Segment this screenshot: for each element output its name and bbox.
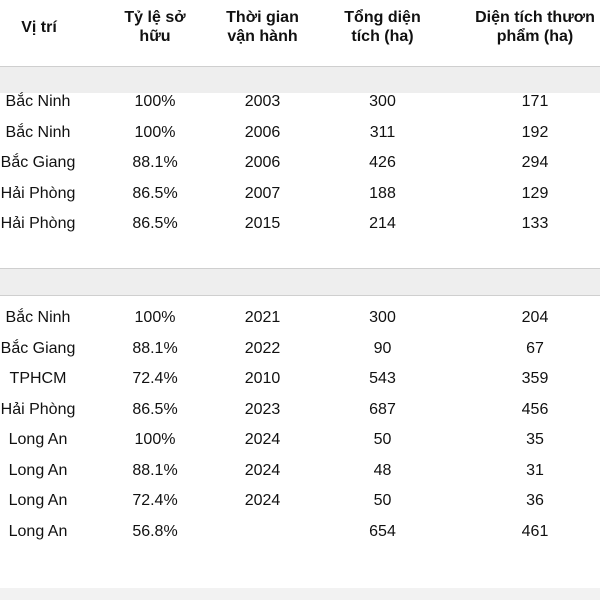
cell-total-area: 214: [369, 215, 396, 232]
cell-total-area: 50: [373, 431, 392, 448]
cell-total-area: 300: [369, 93, 396, 110]
cell-commercial-area: 35: [526, 431, 544, 448]
cell-location: Bắc Ninh: [5, 309, 71, 326]
group-divider-bottom: [0, 295, 600, 296]
table-header: [0, 0, 600, 66]
cell-location: Bắc Ninh: [5, 93, 71, 110]
table-row: [0, 334, 600, 364]
cell-operation-year: 2006: [244, 154, 281, 171]
column-header-location: Vị trí: [21, 19, 57, 36]
cell-ownership: 100%: [134, 309, 176, 326]
cell-ownership: 100%: [134, 431, 176, 448]
cell-commercial-area: 359: [521, 370, 549, 387]
cell-location: Hải Phòng: [0, 184, 76, 202]
cell-operation-year: 2023: [244, 400, 281, 418]
table-row: [0, 486, 600, 516]
group-separator-band: [0, 269, 600, 295]
cell-ownership: 72.4%: [132, 370, 178, 387]
cell-operation-year: 2021: [244, 309, 281, 326]
cell-location: TPHCM: [9, 370, 67, 387]
cell-ownership: 56.8%: [132, 522, 178, 540]
table-row: [0, 179, 600, 209]
table-row: [0, 148, 600, 178]
table-row: [0, 364, 600, 394]
cell-operation-year: [215, 517, 310, 547]
cell-total-area: 48: [373, 461, 392, 479]
column-header-total-area: Tổng diện tích (ha): [344, 9, 421, 45]
cell-ownership: 72.4%: [132, 492, 178, 509]
column-header-operation: Thời gian vận hành: [226, 9, 299, 45]
cell-commercial-area: 294: [521, 154, 549, 171]
footer-band: [0, 588, 600, 600]
cell-operation-year: 2022: [244, 339, 281, 357]
cell-location: Long An: [8, 461, 68, 479]
cell-location: Bắc Ninh: [5, 123, 71, 141]
table-row: [0, 456, 600, 486]
cell-total-area: 188: [369, 184, 396, 202]
cell-location: Long An: [8, 431, 68, 448]
table-row: [0, 303, 600, 333]
cell-total-area: 311: [369, 123, 396, 141]
cell-operation-year: 2007: [244, 184, 281, 202]
cell-commercial-area: 204: [521, 309, 549, 326]
cell-operation-year: 2006: [244, 123, 281, 141]
cell-commercial-area: 192: [521, 123, 549, 141]
cell-total-area: 426: [369, 154, 396, 171]
cell-location: Long An: [8, 492, 68, 509]
table-row: [0, 209, 600, 239]
cell-total-area: 543: [369, 370, 396, 387]
column-header-commercial-area: Diện tích thươn phẩm (ha): [475, 9, 595, 45]
column-header-ownership: Tỷ lệ sở hữu: [124, 9, 186, 45]
cell-commercial-area: 67: [526, 339, 544, 357]
cell-commercial-area: 133: [521, 215, 549, 232]
cell-commercial-area: 36: [526, 492, 544, 509]
cell-operation-year: 2024: [244, 492, 281, 509]
cell-commercial-area: 461: [521, 522, 549, 540]
cell-operation-year: 2015: [244, 215, 281, 232]
cell-location: Hải Phòng: [0, 215, 76, 232]
cell-location: Bắc Giang: [0, 154, 76, 171]
cell-ownership: 100%: [134, 123, 176, 141]
cell-total-area: 654: [369, 522, 396, 540]
cell-location: Bắc Giang: [0, 339, 76, 357]
cell-ownership: 86.5%: [132, 215, 178, 232]
cell-total-area: 90: [373, 339, 392, 357]
cell-total-area: 300: [369, 309, 396, 326]
cell-total-area: 50: [373, 492, 392, 509]
cell-operation-year: 2003: [244, 93, 281, 110]
cell-total-area: 687: [369, 400, 396, 418]
cell-ownership: 100%: [134, 93, 176, 110]
cell-commercial-area: 171: [521, 93, 549, 110]
cell-operation-year: 2024: [244, 461, 281, 479]
cell-commercial-area: 31: [526, 461, 544, 479]
table-row: [0, 87, 600, 117]
cell-ownership: 88.1%: [132, 154, 178, 171]
table-row: [0, 517, 600, 547]
cell-ownership: 88.1%: [132, 339, 178, 357]
table-row: [0, 395, 600, 425]
cell-commercial-area: 129: [521, 184, 549, 202]
cell-ownership: 86.5%: [132, 400, 178, 418]
cell-location: Long An: [8, 522, 68, 540]
cell-location: Hải Phòng: [0, 400, 76, 418]
cell-ownership: 88.1%: [132, 461, 178, 479]
cell-operation-year: 2010: [244, 370, 281, 387]
cell-operation-year: 2024: [244, 431, 281, 448]
cell-ownership: 86.5%: [132, 184, 178, 202]
cell-commercial-area: 456: [521, 400, 549, 418]
table-row: [0, 118, 600, 148]
table-row: [0, 425, 600, 455]
